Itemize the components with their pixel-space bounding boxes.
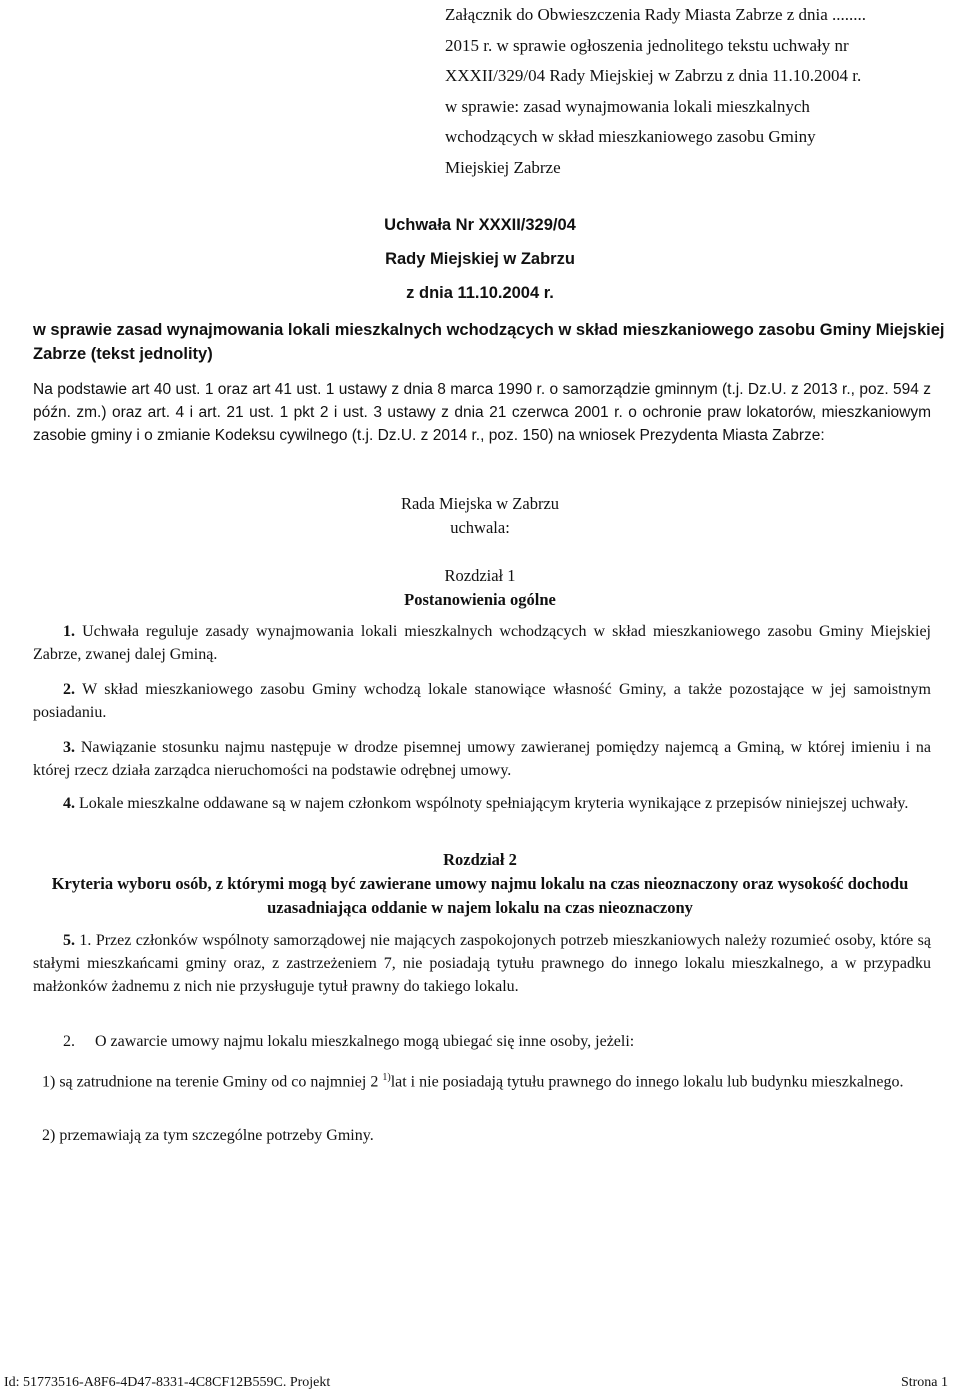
footer-document-id: Id: 51773516-A8F6-4D47-8331-4C8CF12B559C. Projekt [4, 1375, 331, 1390]
preamble: Na podstawie art 40 ust. 1 oraz art 41 ust. 1 ustawy z dnia 8 marca 1990 r. o samorządzie gminnym (t.j. Dz.U. z 2013 r., poz. 594 z późn. zm.) oraz art. 4 i art. 21 ust. 1 pkt 2 i ust. 3 ustawy z dnia 21 czerwca 2001 r. o ochronie praw lokatorów, mieszkaniowym zasobie gminy i o zmianie Kodeksu cywilnego (t.j. Dz.U. z 2014 r., poz. 150) na wniosek Prezydenta Miasta Zabrze: [33, 381, 931, 444]
resolution-date: z dnia 11.10.2004 r. [406, 284, 554, 302]
annex-line: 2015 r. w sprawie ogłoszenia jednolitego tekstu uchwały nr [445, 35, 849, 55]
annex-line: w sprawie: zasad wynajmowania lokali mieszkalnych [445, 96, 810, 116]
resolution-subject: w sprawie zasad wynajmowania lokali mieszkalnych wchodzących w skład mieszkaniowego zasobu Gminy Miejskiej Zabrze (tekst jednolity) [33, 321, 945, 363]
paragraph-number: 5. [63, 932, 75, 949]
paragraph-text: Uchwała reguluje zasady wynajmowania lokali mieszkalnych wchodzących w skład mieszkaniowego zasobu Gminy Miejskiej Zabrze, zwanej dalej Gminą. [33, 623, 931, 663]
paragraph-number: 1. [63, 623, 75, 640]
annex-header [445, 0, 945, 183]
footer-page-number: Strona 1 [900, 1375, 948, 1390]
paragraph-text: 1. Przez członków wspólnoty samorządowej nie mających zaspokojonych potrzeb mieszkaniowych należy rozumieć osoby, które są stałymi mieszkańcami gminy oraz, z zastrzeżeniem 7, nie posiadają tytułu prawnego do innego lokalu mieszkalnego, a w przypadku małżonków żadnemu z nich nie przysługuje tytuł prawny do takiego lokalu. [33, 932, 932, 995]
paragraph-3 [33, 736, 931, 782]
paragraph-1 [33, 620, 931, 666]
list-item [42, 1124, 931, 1147]
annex-line: XXXII/329/04 Rady Miejskiej w Zabrzu z dnia 11.10.2004 r. [445, 66, 862, 85]
list-item-number: 1) [42, 1073, 56, 1091]
paragraph-text: O zawarcie umowy najmu lokalu mieszkalnego mogą ubiegać się inne osoby, jeżeli: [95, 1033, 635, 1050]
resolution-number: Uchwała Nr XXXII/329/04 [384, 216, 576, 234]
list-item-text: przemawiają za tym szczególne potrzeby Gminy. [59, 1127, 374, 1144]
paragraph-2 [33, 678, 931, 724]
paragraph-text: Lokale mieszkalne oddawane są w najem członkom wspólnoty spełniającym kryteria wynikające z przepisów niniejszej uchwały. [79, 795, 909, 812]
chapter2-label: Rozdział 2 [443, 850, 517, 869]
annex-line: wchodzących w skład mieszkaniowego zasobu Gminy [445, 127, 816, 146]
paragraph-number: 4. [63, 795, 75, 812]
list-item-text: są zatrudnione na terenie Gminy od co najmniej 2 [59, 1073, 383, 1091]
annex-line: Miejskiej Zabrze [445, 157, 561, 177]
chapter2-title: Kryteria wyboru osób, z którymi mogą być zawierane umowy najmu lokalu na czas nieoznaczony oraz wysokość dochodu uzasadniająca oddanie w najem lokalu na czas nieoznaczony [51, 874, 909, 917]
list-item-number: 2) [42, 1127, 56, 1144]
paragraph-number: 2. [63, 681, 75, 698]
resolution-body: Rady Miejskiej w Zabrzu [385, 250, 575, 268]
paragraph-number: 3. [63, 739, 75, 756]
enactment-verb: uchwala: [450, 518, 510, 537]
chapter1-title: Postanowienia ogólne [404, 590, 556, 609]
list-item-text: lat i nie posiadają tytułu prawnego do innego lokalu lub budynku mieszkalnego. [390, 1073, 904, 1091]
paragraph-5-2 [33, 1030, 931, 1053]
footnote-ref: 1) [382, 1072, 391, 1083]
enactment-council: Rada Miejska w Zabrzu [400, 494, 560, 513]
paragraph-text: Nawiązanie stosunku najmu następuje w drodze pisemnej umowy zawieranej pomiędzy najemcą a Gminą, w której imieniu i na której rzecz działa zarządca nieruchomości na podstawie odrębnej umowy. [33, 739, 932, 779]
paragraph-number: 2. [63, 1033, 75, 1050]
chapter1-label: Rozdział 1 [444, 566, 516, 585]
annex-line: Załącznik do Obwieszczenia Rady Miasta Zabrze z dnia ........ [445, 5, 867, 24]
paragraph-5 [33, 929, 931, 998]
paragraph-4 [33, 792, 931, 815]
paragraph-text: W skład mieszkaniowego zasobu Gminy wchodzą lokale stanowiące własność Gminy, a także pozostające w jej samoistnym posiadaniu. [33, 681, 931, 721]
list-item [42, 1066, 954, 1093]
